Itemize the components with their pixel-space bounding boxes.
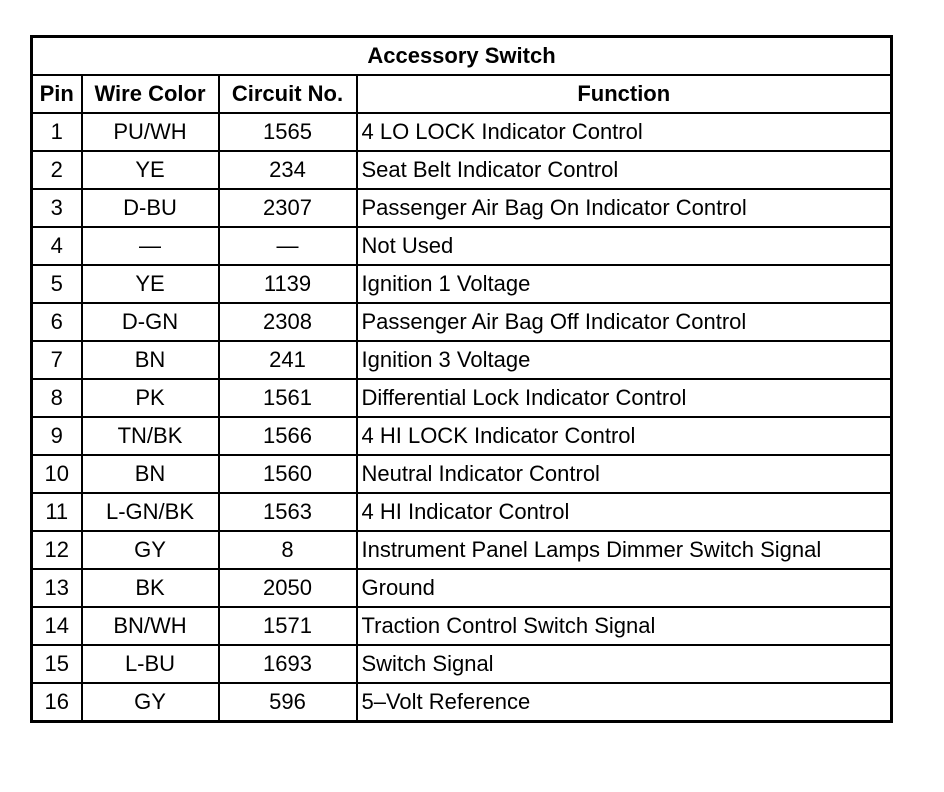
wire-color-cell: D-BU bbox=[82, 189, 219, 227]
table-row bbox=[32, 607, 892, 645]
circuit-no-cell: 596 bbox=[219, 683, 357, 722]
table-row bbox=[32, 189, 892, 227]
circuit-no-cell: 1565 bbox=[219, 113, 357, 151]
pin-cell: 3 bbox=[32, 189, 82, 227]
function-cell: Ignition 3 Voltage bbox=[357, 341, 892, 379]
pin-cell: 1 bbox=[32, 113, 82, 151]
circuit-no-cell: 8 bbox=[219, 531, 357, 569]
table-row bbox=[32, 493, 892, 531]
pin-cell: 5 bbox=[32, 265, 82, 303]
pin-cell: 16 bbox=[32, 683, 82, 722]
pin-cell: 7 bbox=[32, 341, 82, 379]
function-cell: Ground bbox=[357, 569, 892, 607]
wire-color-cell: PU/WH bbox=[82, 113, 219, 151]
function-cell: 4 LO LOCK Indicator Control bbox=[357, 113, 892, 151]
circuit-no-cell: 234 bbox=[219, 151, 357, 189]
pin-cell: 6 bbox=[32, 303, 82, 341]
circuit-no-cell: 241 bbox=[219, 341, 357, 379]
pin-cell: 12 bbox=[32, 531, 82, 569]
wire-color-cell: BN bbox=[82, 341, 219, 379]
table-row bbox=[32, 645, 892, 683]
function-cell: Traction Control Switch Signal bbox=[357, 607, 892, 645]
wire-color-cell: — bbox=[82, 227, 219, 265]
function-cell: Not Used bbox=[357, 227, 892, 265]
wire-color-cell: L-GN/BK bbox=[82, 493, 219, 531]
table-row bbox=[32, 265, 892, 303]
pin-cell: 14 bbox=[32, 607, 82, 645]
circuit-no-cell: 1563 bbox=[219, 493, 357, 531]
table-row bbox=[32, 379, 892, 417]
table-row bbox=[32, 455, 892, 493]
function-cell: Seat Belt Indicator Control bbox=[357, 151, 892, 189]
wire-color-cell: GY bbox=[82, 683, 219, 722]
header-row bbox=[32, 75, 892, 113]
pin-cell: 4 bbox=[32, 227, 82, 265]
table-row bbox=[32, 113, 892, 151]
wire-color-cell: TN/BK bbox=[82, 417, 219, 455]
table-row bbox=[32, 151, 892, 189]
title-row bbox=[32, 37, 892, 76]
table-row bbox=[32, 417, 892, 455]
table-row bbox=[32, 341, 892, 379]
circuit-no-cell: 2050 bbox=[219, 569, 357, 607]
wire-color-cell: BN bbox=[82, 455, 219, 493]
table-row bbox=[32, 303, 892, 341]
circuit-no-cell: — bbox=[219, 227, 357, 265]
accessory-switch-pinout-table bbox=[30, 35, 893, 723]
wire-color-cell: GY bbox=[82, 531, 219, 569]
circuit-no-cell: 1561 bbox=[219, 379, 357, 417]
pin-cell: 2 bbox=[32, 151, 82, 189]
wire-color-cell: YE bbox=[82, 265, 219, 303]
table-row bbox=[32, 683, 892, 722]
table-row bbox=[32, 227, 892, 265]
function-cell: Neutral Indicator Control bbox=[357, 455, 892, 493]
table-row bbox=[32, 569, 892, 607]
table-body bbox=[32, 113, 892, 722]
wire-color-cell: D-GN bbox=[82, 303, 219, 341]
function-cell: 5–Volt Reference bbox=[357, 683, 892, 722]
pin-cell: 11 bbox=[32, 493, 82, 531]
wire-color-cell: PK bbox=[82, 379, 219, 417]
circuit-no-cell: 1560 bbox=[219, 455, 357, 493]
function-cell: Passenger Air Bag On Indicator Control bbox=[357, 189, 892, 227]
function-cell: Ignition 1 Voltage bbox=[357, 265, 892, 303]
function-cell: Differential Lock Indicator Control bbox=[357, 379, 892, 417]
table-title: Accessory Switch bbox=[32, 37, 892, 76]
function-cell: 4 HI Indicator Control bbox=[357, 493, 892, 531]
circuit-no-cell: 1139 bbox=[219, 265, 357, 303]
column-header-circuit-no: Circuit No. bbox=[219, 75, 357, 113]
function-cell: 4 HI LOCK Indicator Control bbox=[357, 417, 892, 455]
pin-cell: 15 bbox=[32, 645, 82, 683]
circuit-no-cell: 2308 bbox=[219, 303, 357, 341]
function-cell: Passenger Air Bag Off Indicator Control bbox=[357, 303, 892, 341]
table-row bbox=[32, 531, 892, 569]
wire-color-cell: L-BU bbox=[82, 645, 219, 683]
column-header-wire-color: Wire Color bbox=[82, 75, 219, 113]
circuit-no-cell: 2307 bbox=[219, 189, 357, 227]
pin-cell: 10 bbox=[32, 455, 82, 493]
circuit-no-cell: 1693 bbox=[219, 645, 357, 683]
wire-color-cell: BK bbox=[82, 569, 219, 607]
pin-cell: 13 bbox=[32, 569, 82, 607]
circuit-no-cell: 1571 bbox=[219, 607, 357, 645]
column-header-function: Function bbox=[357, 75, 892, 113]
function-cell: Switch Signal bbox=[357, 645, 892, 683]
wire-color-cell: YE bbox=[82, 151, 219, 189]
pin-cell: 8 bbox=[32, 379, 82, 417]
function-cell: Instrument Panel Lamps Dimmer Switch Signal bbox=[357, 531, 892, 569]
column-header-pin: Pin bbox=[32, 75, 82, 113]
circuit-no-cell: 1566 bbox=[219, 417, 357, 455]
wire-color-cell: BN/WH bbox=[82, 607, 219, 645]
pin-cell: 9 bbox=[32, 417, 82, 455]
